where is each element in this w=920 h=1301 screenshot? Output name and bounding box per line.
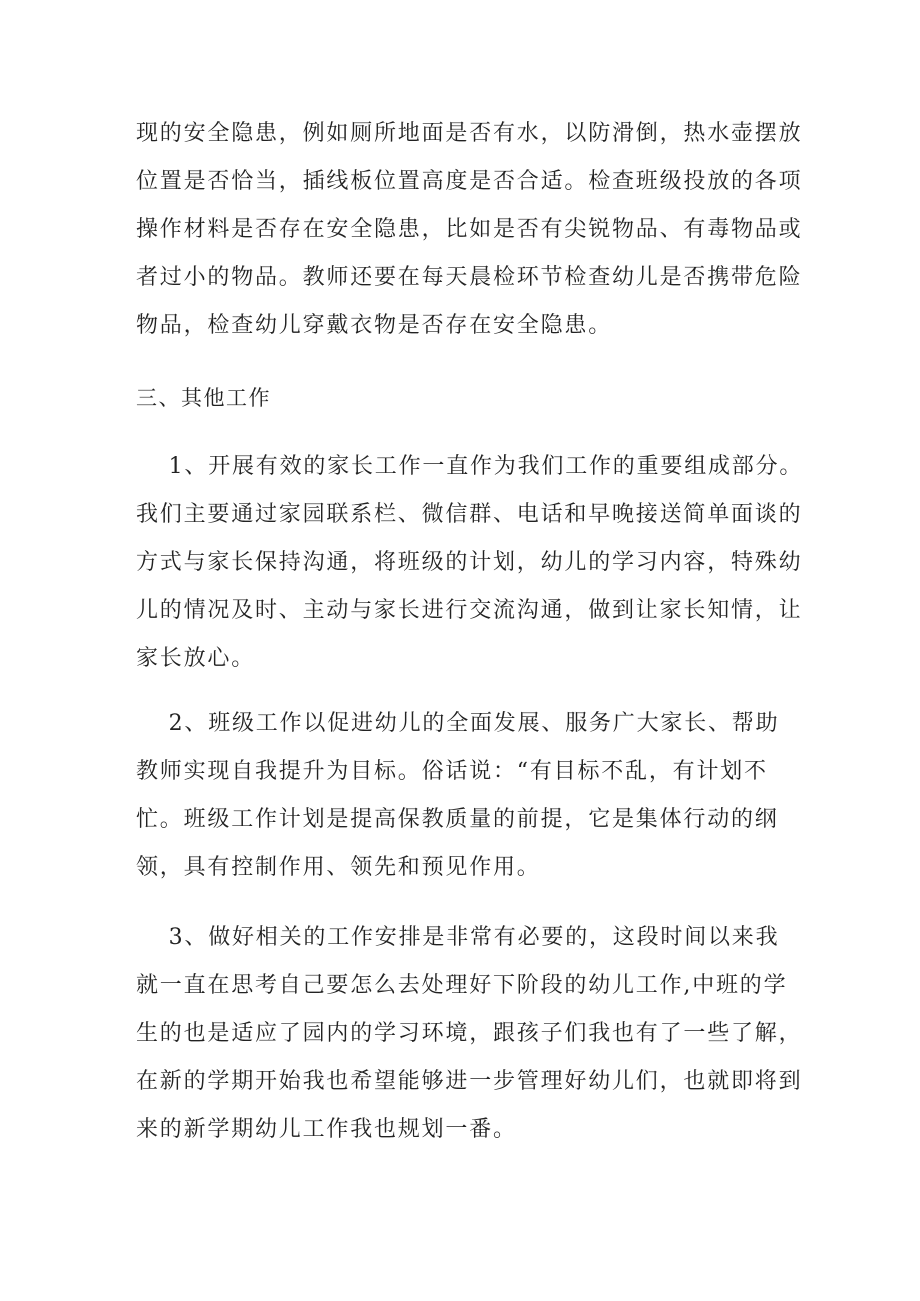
text-line: 我们主要通过家园联系栏、微信群、电话和早晚接送简单面谈的 xyxy=(136,502,803,527)
text-line: 儿的情况及时、主动与家长进行交流沟通，做到让家长知情，让 xyxy=(136,598,803,623)
text-line: 家长放心。 xyxy=(136,646,256,671)
text-line: 忙。班级工作计划是提高保教质量的前提，它是集体行动的纲 xyxy=(136,807,779,832)
text-line: 现的安全隐患，例如厕所地面是否有水，以防滑倒，热水壶摆放 xyxy=(136,121,803,146)
text-line: 位置是否恰当，插线板位置高度是否合适。检查班级投放的各项 xyxy=(136,169,803,194)
paragraph-safety-check xyxy=(136,110,803,350)
text-line: 教师实现自我提升为目标。俗话说：“有目标不乱，有计划不 xyxy=(136,759,768,784)
text-line: 2、班级工作以促进幼儿的全面发展、服务广大家长、帮助 xyxy=(136,711,780,736)
text-line: 1、开展有效的家长工作一直作为我们工作的重要组成部分。 xyxy=(136,454,804,479)
text-line: 领，具有控制作用、领先和预见作用。 xyxy=(136,855,541,880)
text-line: 者过小的物品。教师还要在每天晨检环节检查幼儿是否携带危险 xyxy=(136,265,803,290)
text-line: 3、做好相关的工作安排是非常有必要的，这段时间以来我 xyxy=(136,925,780,950)
text-line: 就一直在思考自己要怎么去处理好下阶段的幼儿工作,中班的学 xyxy=(136,973,788,998)
text-line: 生的也是适应了园内的学习环境，跟孩子们我也有了一些了解， xyxy=(136,1021,803,1046)
text-line: 方式与家长保持沟通，将班级的计划，幼儿的学习内容，特殊幼 xyxy=(136,550,803,575)
paragraph-1-parent-work xyxy=(136,443,804,683)
section-heading: 三、其他工作 xyxy=(136,386,271,410)
paragraph-2-class-work-goals xyxy=(136,700,796,892)
text-line: 操作材料是否存在安全隐患，比如是否有尖锐物品、有毒物品或 xyxy=(136,217,803,242)
text-line: 在新的学期开始我也希望能够进一步管理好幼儿们，也就即将到 xyxy=(136,1069,803,1094)
text-line: 来的新学期幼儿工作我也规划一番。 xyxy=(136,1117,517,1142)
paragraph-3-work-planning xyxy=(136,914,803,1154)
text-line: 物品，检查幼儿穿戴衣物是否存在安全隐患。 xyxy=(136,313,613,338)
